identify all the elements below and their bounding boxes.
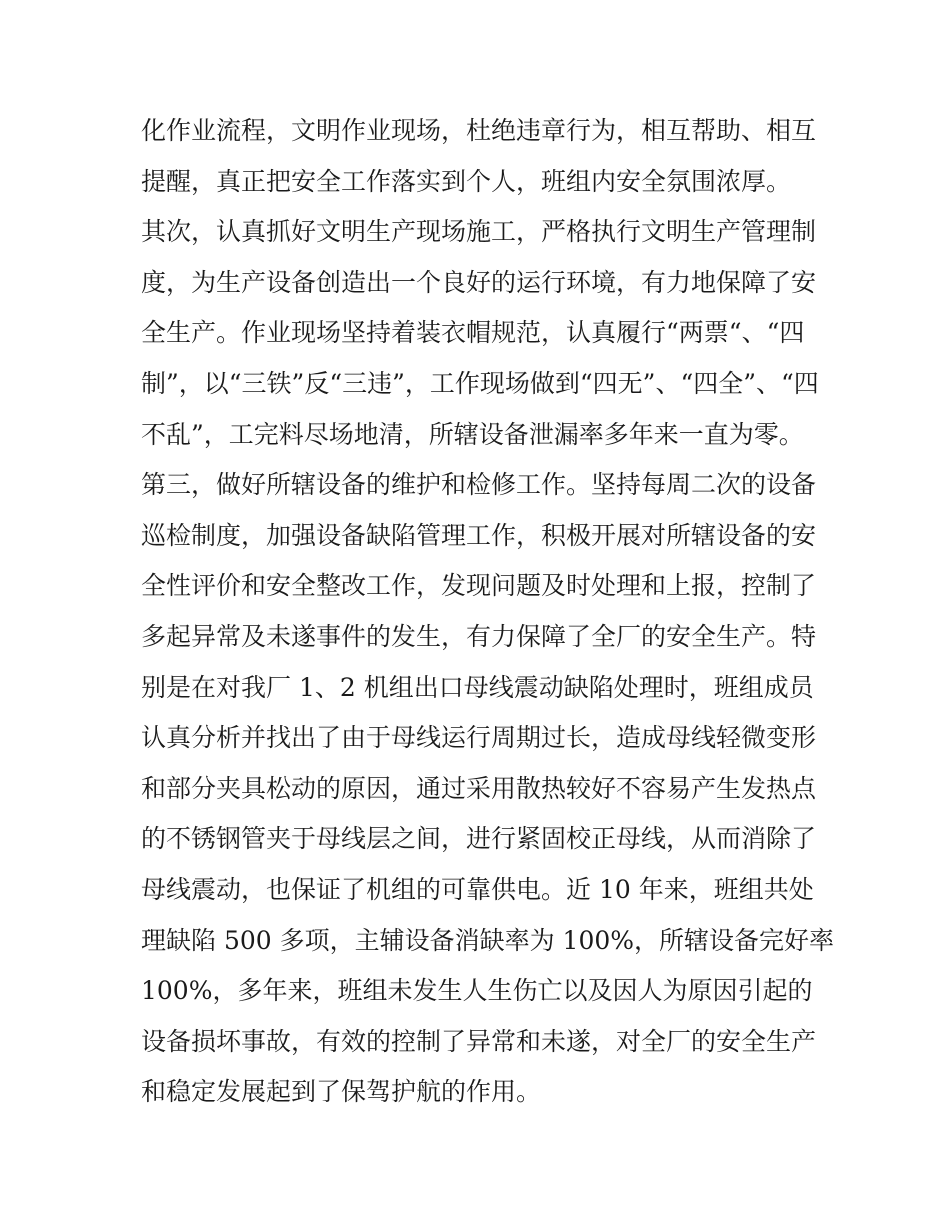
text-line: 认真分析并找出了由于母线运行周期过长，造成母线轻微变形 [141,723,817,753]
text-line: 设备损坏事故，有效的控制了异常和未遂，对全厂的安全生产 [141,1026,817,1056]
text-line: 不乱”，工完料尽场地清，所辖设备泄漏率多年来一直为零。 [141,419,804,449]
text-line: 理缺陷 500 多项，主辅设备消缺率为 100%，所辖设备完好率 [141,925,835,955]
text-line: 提醒，真正把安全工作落实到个人，班组内安全氛围浓厚。 [141,166,792,196]
body-text [141,106,835,1118]
text-line: 和部分夹具松动的原因，通过采用散热较好不容易产生发热点 [141,773,817,803]
text-line: 制”，以“三铁”反“三违”，工作现场做到“四无”、“四全”、“四 [141,368,819,398]
text-line: 和稳定发展起到了保驾护航的作用。 [141,1077,542,1107]
text-line: 多起异常及未遂事件的发生，有力保障了全厂的安全生产。特 [141,621,817,651]
text-line: 100%，多年来，班组未发生人生伤亡以及因人为原因引起的 [141,976,813,1006]
text-line: 化作业流程，文明作业现场，杜绝违章行为，相互帮助、相互 [141,116,817,145]
text-line: 全生产。作业现场坚持着装衣帽规范，认真履行“两票“、“四 [141,318,805,348]
text-line: 其次，认真抓好文明生产现场施工，严格执行文明生产管理制 [141,217,817,247]
text-line: 的不锈钢管夹于母线层之间，进行紧固校正母线，从而消除了 [141,824,817,854]
text-line: 全性评价和安全整改工作，发现问题及时处理和上报，控制了 [141,571,817,601]
text-line: 母线震动，也保证了机组的可靠供电。近 10 年来，班组共处 [141,874,814,904]
text-line: 巡检制度，加强设备缺陷管理工作，积极开展对所辖设备的安 [141,520,817,550]
text-line: 第三，做好所辖设备的维护和检修工作。坚持每周二次的设备 [141,470,817,500]
text-line: 别是在对我厂 1、2 机组出口母线震动缺陷处理时，班组成员 [141,672,814,702]
text-line: 度，为生产设备创造出一个良好的运行环境，有力地保障了安 [141,267,817,297]
